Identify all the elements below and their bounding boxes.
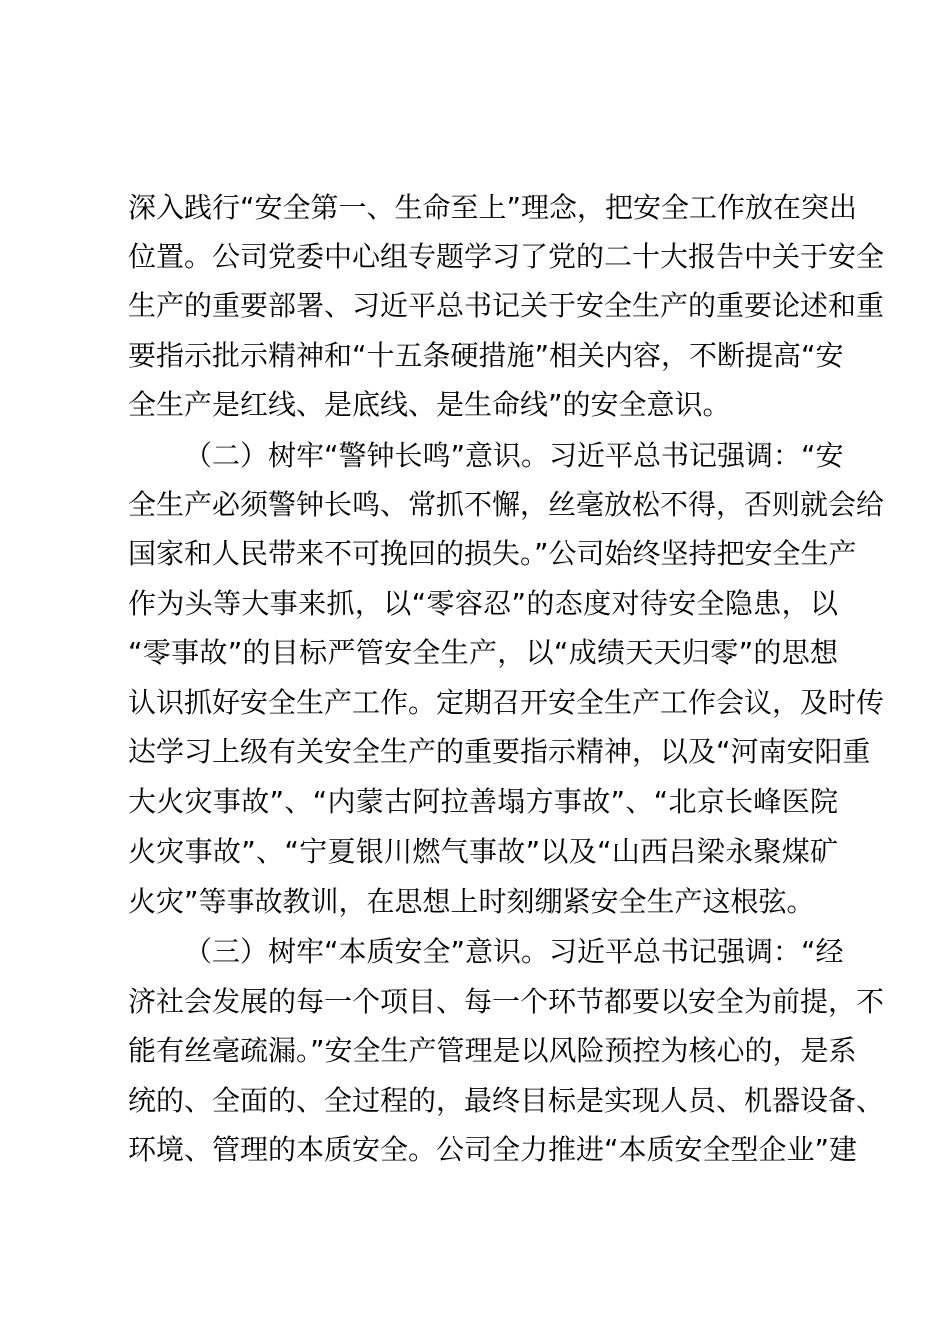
text-line: 环境、管理的本质安全。公司全力推进“本质安全型企业”建	[128, 1133, 858, 1166]
text-line: 认识抓好安全生产工作。定期召开安全生产工作会议，及时传	[128, 686, 885, 719]
text-line: 济社会发展的每一个项目、每一个环节都要以安全为前提，不	[128, 985, 885, 1018]
text-line: 火灾”等事故教训，在思想上时刻绷紧安全生产这根弦。	[128, 885, 815, 918]
paragraph-first-line: （二）树牢“警钟长鸣”意识。习近平总书记强调：“安	[184, 439, 844, 472]
text-line: 深入践行“安全第一、生命至上”理念，把安全工作放在突出	[128, 191, 858, 224]
text-line: 全生产是红线、是底线、是生命线”的安全意识。	[128, 388, 731, 421]
text-line: 火灾事故”、“宁夏银川燃气事故”以及“山西吕梁永聚煤矿	[128, 835, 838, 868]
text-line: “零事故”的目标严管安全生产，以“成绩天天归零”的思想	[128, 636, 838, 669]
text-line: 统的、全面的、全过程的，最终目标是实现人员、机器设备、	[128, 1084, 885, 1117]
text-line: 达学习上级有关安全生产的重要指示精神，以及“河南安阳重	[128, 735, 871, 768]
text-line: 作为头等大事来抓，以“零容忍”的态度对待安全隐患，以	[128, 587, 838, 620]
paragraph-first-line: （三）树牢“本质安全”意识。习近平总书记强调：“经	[184, 935, 844, 968]
text-line: 要指示批示精神和“十五条硬措施”相关内容，不断提高“安	[128, 339, 844, 372]
text-line: 位置。公司党委中心组专题学习了党的二十大报告中关于安全	[128, 240, 885, 273]
text-line: 大火灾事故”、“内蒙古阿拉善塌方事故”、“北京长峰医院	[128, 785, 838, 818]
text-line: 国家和人民带来不可挽回的损失。”公司始终坚持把安全生产	[128, 537, 857, 570]
text-line: 生产的重要部署、习近平总书记关于安全生产的重要论述和重	[128, 289, 885, 322]
text-line: 全生产必须警钟长鸣、常抓不懈，丝毫放松不得，否则就会给	[128, 488, 885, 521]
text-line: 能有丝毫疏漏。”安全生产管理是以风险预控为核心的，是系	[128, 1034, 857, 1067]
